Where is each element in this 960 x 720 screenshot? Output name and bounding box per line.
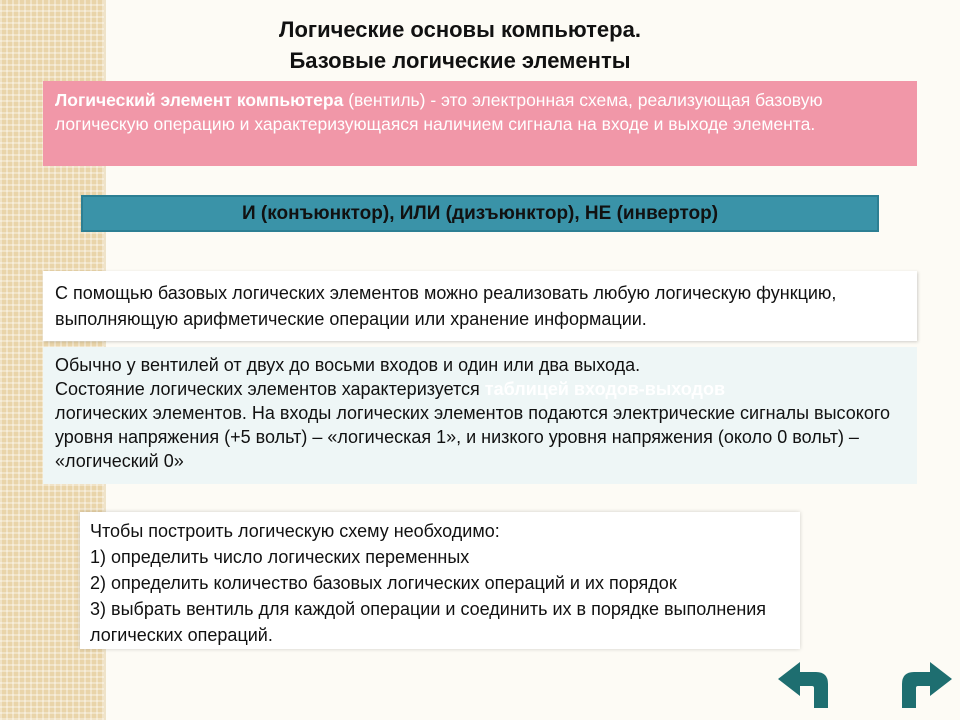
inputs-line-1: Обычно у вентилей от двух до восьми входов и один или два выхода. bbox=[55, 355, 641, 375]
slide-title bbox=[160, 14, 760, 76]
step-item: 2) определить количество базовых логических операций и их порядок bbox=[90, 573, 677, 593]
inputs-line-2 bbox=[55, 377, 905, 401]
title-line-1: Логические основы компьютера. bbox=[279, 17, 641, 42]
steps-box bbox=[80, 512, 800, 649]
definition-term: Логический элемент компьютера bbox=[55, 90, 344, 110]
functions-text: С помощью базовых логических элементов можно реализовать любую логическую функцию, выполняющую арифметические операции или хранение информации. bbox=[55, 283, 837, 329]
io-table-highlight: таблицей входов-выходов bbox=[484, 379, 726, 399]
title-line-2: Базовые логические элементы bbox=[289, 48, 631, 73]
inputs-line-2-text: Состояние логических элементов характеризуется bbox=[55, 379, 485, 399]
return-forward-icon bbox=[896, 662, 952, 708]
definition-box bbox=[43, 81, 917, 166]
functions-box bbox=[43, 271, 917, 341]
return-back-icon bbox=[778, 662, 834, 708]
definition-text: (вентиль) - это электронная схема, реализующая базовую логическую операцию и характеризующаяся наличием сигнала на входе и выходе элемента. bbox=[55, 90, 823, 134]
gates-label: И (конъюнктор), ИЛИ (дизъюнктор), НЕ (инвертор) bbox=[241, 203, 719, 224]
inputs-box bbox=[43, 347, 917, 484]
step-item: 3) выбрать вентиль для каждой операции и соединить их в порядке выполнения логических операций. bbox=[90, 599, 767, 645]
gates-banner bbox=[81, 195, 879, 232]
steps-intro: Чтобы построить логическую схему необходимо: bbox=[90, 521, 500, 541]
step-item: 1) определить число логических переменных bbox=[90, 547, 470, 567]
nav-back-button[interactable] bbox=[778, 662, 834, 708]
inputs-rest: логических элементов. На входы логических элементов подаются электрические сигналы высокого уровня напряжения (+5 вольт) – «логическая 1», и низкого уровня напряжения (около 0 вольт) – «логический 0» bbox=[55, 403, 891, 471]
nav-forward-button[interactable] bbox=[896, 662, 952, 708]
